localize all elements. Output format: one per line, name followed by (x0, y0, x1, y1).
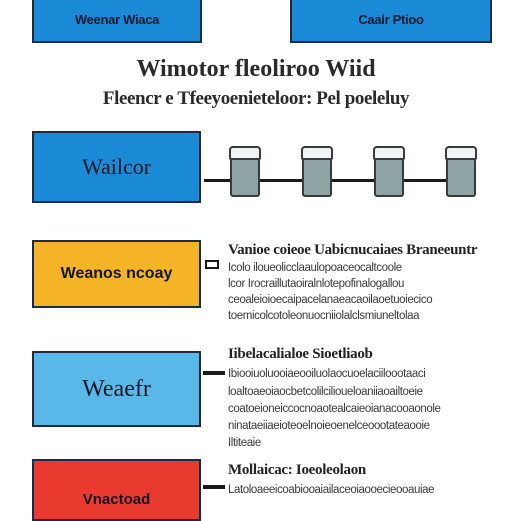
step-text-line: Iltiteaie (228, 437, 261, 449)
step-text-line: Icolo iloueolicclaaulopoaceocaltcoole (228, 262, 402, 274)
step-text-line: toemicolcotoleonuocniiolalclsmiuneltolaa (228, 310, 420, 322)
water-tank-icon (374, 152, 404, 197)
header-box-left (32, 0, 202, 43)
connector-line (203, 371, 225, 375)
pipe-segment (260, 179, 302, 182)
step-heading-4: Mollaicac: Ioeoleolaon (228, 462, 366, 478)
step-text-line: coatoeioneiccocnoaotealcaieoianacooaonole (228, 403, 441, 415)
step-heading-2: Vanioe coieoe Uabicnucaiaes Braneeuntr (228, 242, 478, 258)
step-text-line: loaltoaeoiaocbetcolilcilioueloaniiaoailtoeie (228, 386, 423, 398)
step-text-line: lcor Irocraillutaoiralnlotepofinalogallou (228, 278, 405, 290)
connector-line (203, 485, 225, 489)
step-heading-3: Iibelacalialoe Sioetliaob (228, 346, 373, 362)
page-subtitle: Fleencr e Tfeeyoenieteloor: Pel poeleluy (102, 88, 410, 109)
header-box-left-label: Weenar Wiaca (74, 12, 160, 27)
step-text-line: Ibiooiuoluooiaeooiluolaocuoelaciiloootaaci (228, 368, 426, 380)
step-box-1 (32, 131, 201, 203)
header-box-right-label: Caalr Ptioo (358, 12, 424, 27)
water-tank-icon (230, 152, 260, 197)
page-title: Wimotor fleoliroo Wiid (136, 56, 376, 82)
pipe-segment (332, 179, 374, 182)
tank-diagram (204, 132, 494, 202)
connector-bracket (205, 260, 219, 269)
pipe-segment (204, 179, 232, 182)
step-box-3 (32, 351, 201, 427)
water-tank-icon (446, 152, 476, 197)
step-box-2 (32, 240, 201, 308)
step-label-2: Weanos ncoay (60, 265, 173, 282)
header-box-right (290, 0, 492, 43)
step-text-line: Latoloaeeicoabiooaiailaceoiaooecieooauiae (228, 484, 435, 496)
step-text-line: ninataeiiaeioteoelnoieoenelceoootateaooie (228, 420, 430, 432)
step-label-1: Wailcor (81, 154, 152, 179)
pipe-segment (404, 179, 446, 182)
step-text-line: ceoaleioioecaipacelanaeacaoilaoetuoiecico (228, 294, 433, 306)
step-label-3: Weaefr (82, 375, 151, 402)
step-label-4: Vnactoad (82, 491, 151, 508)
water-tank-icon (302, 152, 332, 197)
